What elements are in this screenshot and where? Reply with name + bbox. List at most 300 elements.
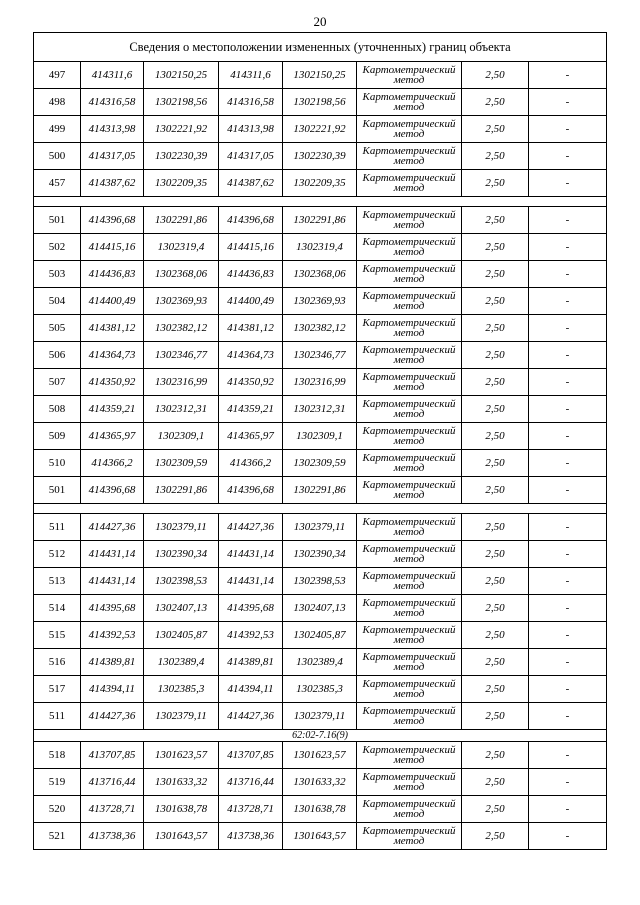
method-cell: [357, 676, 462, 703]
note-cell: -: [529, 261, 607, 288]
method-line-2: метод: [393, 781, 425, 793]
x-existing-cell: 414427,36: [81, 703, 144, 730]
y-refined-cell: 1302369,93: [283, 288, 357, 315]
point-number-cell: 513: [34, 568, 81, 595]
x-refined-cell: 413707,85: [219, 742, 283, 769]
table-row: [34, 207, 607, 234]
accuracy-cell: 2,50: [462, 622, 529, 649]
y-refined-cell: 1302150,25: [283, 62, 357, 89]
method-line-1: Картометрический: [362, 678, 456, 690]
note-cell: -: [529, 742, 607, 769]
method-line-2: метод: [393, 688, 425, 700]
method-line-2: метод: [393, 354, 425, 366]
y-existing-cell: 1302221,92: [144, 116, 219, 143]
point-number-cell: 512: [34, 541, 81, 568]
x-existing-cell: 414364,73: [81, 342, 144, 369]
x-existing-cell: 414311,6: [81, 62, 144, 89]
x-existing-cell: 414392,53: [81, 622, 144, 649]
x-refined-cell: 414400,49: [219, 288, 283, 315]
accuracy-cell: 2,50: [462, 595, 529, 622]
accuracy-cell: 2,50: [462, 742, 529, 769]
method-cell: [357, 288, 462, 315]
note-cell: -: [529, 207, 607, 234]
method-line-2: метод: [393, 128, 425, 140]
point-number-cell: 504: [34, 288, 81, 315]
x-existing-cell: 414396,68: [81, 477, 144, 504]
method-line-1: Картометрический: [362, 516, 456, 528]
y-refined-cell: 1302209,35: [283, 170, 357, 197]
y-refined-cell: 1301633,32: [283, 769, 357, 796]
x-existing-cell: 414389,81: [81, 649, 144, 676]
y-existing-cell: 1302309,59: [144, 450, 219, 477]
method-line-1: Картометрический: [362, 317, 456, 329]
table-row: [34, 396, 607, 423]
y-refined-cell: 1302312,31: [283, 396, 357, 423]
method-line-1: Картометрический: [362, 825, 456, 837]
y-existing-cell: 1302346,77: [144, 342, 219, 369]
accuracy-cell: 2,50: [462, 541, 529, 568]
table-row: [34, 143, 607, 170]
method-line-1: Картометрический: [362, 771, 456, 783]
method-line-2: метод: [393, 74, 425, 86]
method-cell: [357, 450, 462, 477]
point-number-cell: 508: [34, 396, 81, 423]
method-line-1: Картометрический: [362, 236, 456, 248]
point-number-cell: 497: [34, 62, 81, 89]
method-line-1: Картометрический: [362, 543, 456, 555]
method-line-2: метод: [393, 754, 425, 766]
y-existing-cell: 1302316,99: [144, 369, 219, 396]
separator-row: [34, 197, 607, 207]
accuracy-cell: 2,50: [462, 288, 529, 315]
table-row: [34, 622, 607, 649]
x-refined-cell: 414317,05: [219, 143, 283, 170]
point-number-cell: 521: [34, 823, 81, 850]
point-number-cell: 505: [34, 315, 81, 342]
x-existing-cell: 414381,12: [81, 315, 144, 342]
method-line-2: метод: [393, 101, 425, 113]
x-existing-cell: 414431,14: [81, 541, 144, 568]
y-existing-cell: 1301643,57: [144, 823, 219, 850]
accuracy-cell: 2,50: [462, 423, 529, 450]
accuracy-cell: 2,50: [462, 823, 529, 850]
x-existing-cell: 413707,85: [81, 742, 144, 769]
y-existing-cell: 1302385,3: [144, 676, 219, 703]
accuracy-cell: 2,50: [462, 342, 529, 369]
x-refined-cell: 414436,83: [219, 261, 283, 288]
x-refined-cell: 414394,11: [219, 676, 283, 703]
x-refined-cell: 413728,71: [219, 796, 283, 823]
method-line-1: Картометрический: [362, 145, 456, 157]
x-refined-cell: 414365,97: [219, 423, 283, 450]
method-cell: [357, 823, 462, 850]
method-cell: [357, 170, 462, 197]
table-row: [34, 595, 607, 622]
point-number-cell: 516: [34, 649, 81, 676]
x-refined-cell: 414396,68: [219, 477, 283, 504]
table-title-row: [34, 33, 607, 62]
table-row: [34, 261, 607, 288]
method-line-1: Картометрический: [362, 479, 456, 491]
note-cell: -: [529, 823, 607, 850]
y-refined-cell: 1302291,86: [283, 207, 357, 234]
method-cell: [357, 595, 462, 622]
x-refined-cell: 414389,81: [219, 649, 283, 676]
accuracy-cell: 2,50: [462, 62, 529, 89]
accuracy-cell: 2,50: [462, 369, 529, 396]
section-header-row: [34, 730, 607, 742]
method-line-2: метод: [393, 273, 425, 285]
x-existing-cell: 414427,36: [81, 514, 144, 541]
y-existing-cell: 1302390,34: [144, 541, 219, 568]
x-refined-cell: 414427,36: [219, 703, 283, 730]
x-existing-cell: 414396,68: [81, 207, 144, 234]
table-row: [34, 423, 607, 450]
accuracy-cell: 2,50: [462, 116, 529, 143]
point-number-cell: 457: [34, 170, 81, 197]
note-cell: -: [529, 288, 607, 315]
point-number-cell: 500: [34, 143, 81, 170]
method-line-2: метод: [393, 246, 425, 258]
x-refined-cell: 414392,53: [219, 622, 283, 649]
method-line-2: метод: [393, 219, 425, 231]
note-cell: -: [529, 796, 607, 823]
method-cell: [357, 207, 462, 234]
y-existing-cell: 1302389,4: [144, 649, 219, 676]
method-line-1: Картометрический: [362, 597, 456, 609]
accuracy-cell: 2,50: [462, 514, 529, 541]
method-cell: [357, 261, 462, 288]
note-cell: -: [529, 595, 607, 622]
y-refined-cell: 1302316,99: [283, 369, 357, 396]
y-existing-cell: 1302398,53: [144, 568, 219, 595]
x-existing-cell: 413728,71: [81, 796, 144, 823]
point-number-cell: 503: [34, 261, 81, 288]
method-cell: [357, 568, 462, 595]
note-cell: -: [529, 423, 607, 450]
table-row: [34, 315, 607, 342]
x-refined-cell: 414316,58: [219, 89, 283, 116]
y-refined-cell: 1302309,59: [283, 450, 357, 477]
accuracy-cell: 2,50: [462, 170, 529, 197]
y-existing-cell: 1302369,93: [144, 288, 219, 315]
x-existing-cell: 414317,05: [81, 143, 144, 170]
method-cell: [357, 703, 462, 730]
y-existing-cell: 1301638,78: [144, 796, 219, 823]
accuracy-cell: 2,50: [462, 676, 529, 703]
table-row: [34, 823, 607, 850]
table-row: [34, 450, 607, 477]
x-existing-cell: 414313,98: [81, 116, 144, 143]
point-number-cell: 509: [34, 423, 81, 450]
y-refined-cell: 1302346,77: [283, 342, 357, 369]
method-line-2: метод: [393, 182, 425, 194]
method-line-1: Картометрический: [362, 744, 456, 756]
accuracy-cell: 2,50: [462, 234, 529, 261]
method-line-1: Картометрический: [362, 209, 456, 221]
method-cell: [357, 315, 462, 342]
table-row: [34, 89, 607, 116]
x-existing-cell: 414400,49: [81, 288, 144, 315]
method-line-1: Картометрический: [362, 624, 456, 636]
x-refined-cell: 413716,44: [219, 769, 283, 796]
point-number-cell: 498: [34, 89, 81, 116]
method-line-2: метод: [393, 381, 425, 393]
y-refined-cell: 1302198,56: [283, 89, 357, 116]
method-line-2: метод: [393, 300, 425, 312]
accuracy-cell: 2,50: [462, 477, 529, 504]
table-row: [34, 769, 607, 796]
note-cell: -: [529, 541, 607, 568]
y-existing-cell: 1302379,11: [144, 514, 219, 541]
method-line-2: метод: [393, 715, 425, 727]
method-line-1: Картометрический: [362, 398, 456, 410]
x-existing-cell: 414431,14: [81, 568, 144, 595]
accuracy-cell: 2,50: [462, 315, 529, 342]
method-cell: [357, 342, 462, 369]
x-refined-cell: 414311,6: [219, 62, 283, 89]
note-cell: -: [529, 622, 607, 649]
method-cell: [357, 796, 462, 823]
note-cell: -: [529, 369, 607, 396]
table-row: [34, 541, 607, 568]
point-number-cell: 499: [34, 116, 81, 143]
method-cell: [357, 423, 462, 450]
method-line-1: Картометрический: [362, 172, 456, 184]
method-line-2: метод: [393, 408, 425, 420]
y-refined-cell: 1302390,34: [283, 541, 357, 568]
y-refined-cell: 1302405,87: [283, 622, 357, 649]
method-cell: [357, 116, 462, 143]
method-cell: [357, 742, 462, 769]
method-line-1: Картометрический: [362, 263, 456, 275]
method-line-2: метод: [393, 808, 425, 820]
y-existing-cell: 1301633,32: [144, 769, 219, 796]
point-number-cell: 507: [34, 369, 81, 396]
x-existing-cell: 414415,16: [81, 234, 144, 261]
method-line-2: метод: [393, 327, 425, 339]
table-row: [34, 796, 607, 823]
point-number-cell: 502: [34, 234, 81, 261]
method-cell: [357, 369, 462, 396]
y-refined-cell: 1302221,92: [283, 116, 357, 143]
accuracy-cell: 2,50: [462, 703, 529, 730]
x-existing-cell: 414395,68: [81, 595, 144, 622]
method-line-1: Картометрический: [362, 651, 456, 663]
x-existing-cell: 414365,97: [81, 423, 144, 450]
page-number: 20: [313, 14, 327, 29]
method-line-1: Картометрический: [362, 570, 456, 582]
method-line-2: метод: [393, 634, 425, 646]
y-existing-cell: 1302150,25: [144, 62, 219, 89]
boundary-table: [33, 32, 607, 850]
table-row: [34, 742, 607, 769]
table-row: [34, 342, 607, 369]
method-cell: [357, 234, 462, 261]
method-cell: [357, 62, 462, 89]
x-refined-cell: 414431,14: [219, 568, 283, 595]
x-existing-cell: 414366,2: [81, 450, 144, 477]
y-refined-cell: 1302319,4: [283, 234, 357, 261]
point-number-cell: 517: [34, 676, 81, 703]
method-cell: [357, 396, 462, 423]
table-row: [34, 649, 607, 676]
x-existing-cell: 413716,44: [81, 769, 144, 796]
y-refined-cell: 1302389,4: [283, 649, 357, 676]
method-cell: [357, 477, 462, 504]
y-existing-cell: 1302319,4: [144, 234, 219, 261]
table-row: [34, 170, 607, 197]
accuracy-cell: 2,50: [462, 649, 529, 676]
x-refined-cell: 414350,92: [219, 369, 283, 396]
method-line-2: метод: [393, 435, 425, 447]
method-line-2: метод: [393, 155, 425, 167]
x-refined-cell: 414387,62: [219, 170, 283, 197]
section-label: 62:02-7.16(9): [34, 730, 607, 742]
x-refined-cell: 414313,98: [219, 116, 283, 143]
point-number-cell: 518: [34, 742, 81, 769]
note-cell: -: [529, 396, 607, 423]
method-line-2: метод: [393, 580, 425, 592]
y-refined-cell: 1301643,57: [283, 823, 357, 850]
table-row: [34, 288, 607, 315]
x-refined-cell: 414415,16: [219, 234, 283, 261]
accuracy-cell: 2,50: [462, 143, 529, 170]
y-existing-cell: 1302291,86: [144, 477, 219, 504]
accuracy-cell: 2,50: [462, 796, 529, 823]
method-line-2: метод: [393, 835, 425, 847]
accuracy-cell: 2,50: [462, 396, 529, 423]
note-cell: -: [529, 170, 607, 197]
point-number-cell: 520: [34, 796, 81, 823]
separator-row: [34, 504, 607, 514]
table-row: [34, 514, 607, 541]
x-refined-cell: 414364,73: [219, 342, 283, 369]
table-row: [34, 234, 607, 261]
separator-cell: [34, 504, 607, 514]
point-number-cell: 511: [34, 703, 81, 730]
table-row: [34, 116, 607, 143]
y-refined-cell: 1301638,78: [283, 796, 357, 823]
x-refined-cell: 414359,21: [219, 396, 283, 423]
note-cell: -: [529, 62, 607, 89]
x-existing-cell: 414316,58: [81, 89, 144, 116]
note-cell: -: [529, 234, 607, 261]
method-cell: [357, 769, 462, 796]
table-row: [34, 703, 607, 730]
point-number-cell: 515: [34, 622, 81, 649]
y-existing-cell: 1302382,12: [144, 315, 219, 342]
note-cell: -: [529, 568, 607, 595]
accuracy-cell: 2,50: [462, 207, 529, 234]
table-row: [34, 369, 607, 396]
note-cell: -: [529, 649, 607, 676]
accuracy-cell: 2,50: [462, 450, 529, 477]
y-existing-cell: 1302209,35: [144, 170, 219, 197]
note-cell: -: [529, 89, 607, 116]
x-existing-cell: 414350,92: [81, 369, 144, 396]
y-existing-cell: 1302368,06: [144, 261, 219, 288]
method-line-1: Картометрический: [362, 91, 456, 103]
point-number-cell: 506: [34, 342, 81, 369]
y-refined-cell: 1302230,39: [283, 143, 357, 170]
y-refined-cell: 1302382,12: [283, 315, 357, 342]
note-cell: -: [529, 315, 607, 342]
point-number-cell: 501: [34, 477, 81, 504]
y-refined-cell: 1302379,11: [283, 514, 357, 541]
method-cell: [357, 541, 462, 568]
y-existing-cell: 1302198,56: [144, 89, 219, 116]
x-refined-cell: 414395,68: [219, 595, 283, 622]
point-number-cell: 510: [34, 450, 81, 477]
note-cell: -: [529, 143, 607, 170]
y-refined-cell: 1302379,11: [283, 703, 357, 730]
method-cell: [357, 89, 462, 116]
y-existing-cell: 1302230,39: [144, 143, 219, 170]
y-existing-cell: 1302312,31: [144, 396, 219, 423]
point-number-cell: 519: [34, 769, 81, 796]
method-line-2: метод: [393, 607, 425, 619]
y-refined-cell: 1302368,06: [283, 261, 357, 288]
y-refined-cell: 1301623,57: [283, 742, 357, 769]
note-cell: -: [529, 703, 607, 730]
y-refined-cell: 1302309,1: [283, 423, 357, 450]
x-refined-cell: 413738,36: [219, 823, 283, 850]
method-line-1: Картометрический: [362, 118, 456, 130]
point-number-cell: 514: [34, 595, 81, 622]
y-refined-cell: 1302291,86: [283, 477, 357, 504]
method-line-1: Картометрический: [362, 705, 456, 717]
x-refined-cell: 414431,14: [219, 541, 283, 568]
y-refined-cell: 1302407,13: [283, 595, 357, 622]
method-line-2: метод: [393, 553, 425, 565]
y-refined-cell: 1302385,3: [283, 676, 357, 703]
x-existing-cell: 414394,11: [81, 676, 144, 703]
method-line-1: Картометрический: [362, 798, 456, 810]
table-row: [34, 568, 607, 595]
x-existing-cell: 414387,62: [81, 170, 144, 197]
method-cell: [357, 514, 462, 541]
method-cell: [357, 649, 462, 676]
method-cell: [357, 143, 462, 170]
y-refined-cell: 1302398,53: [283, 568, 357, 595]
y-existing-cell: 1302379,11: [144, 703, 219, 730]
method-line-1: Картометрический: [362, 452, 456, 464]
point-number-cell: 501: [34, 207, 81, 234]
note-cell: -: [529, 514, 607, 541]
note-cell: -: [529, 769, 607, 796]
x-refined-cell: 414427,36: [219, 514, 283, 541]
method-line-1: Картометрический: [362, 425, 456, 437]
separator-cell: [34, 197, 607, 207]
method-line-1: Картометрический: [362, 344, 456, 356]
x-existing-cell: 414436,83: [81, 261, 144, 288]
method-line-2: метод: [393, 489, 425, 501]
accuracy-cell: 2,50: [462, 568, 529, 595]
y-existing-cell: 1302291,86: [144, 207, 219, 234]
accuracy-cell: 2,50: [462, 769, 529, 796]
x-refined-cell: 414366,2: [219, 450, 283, 477]
method-line-2: метод: [393, 661, 425, 673]
table-row: [34, 62, 607, 89]
method-line-2: метод: [393, 462, 425, 474]
table-title: Сведения о местоположении измененных (уточненных) границ объекта: [34, 33, 607, 62]
note-cell: -: [529, 676, 607, 703]
x-refined-cell: 414381,12: [219, 315, 283, 342]
y-existing-cell: 1302407,13: [144, 595, 219, 622]
note-cell: -: [529, 450, 607, 477]
y-existing-cell: 1301623,57: [144, 742, 219, 769]
